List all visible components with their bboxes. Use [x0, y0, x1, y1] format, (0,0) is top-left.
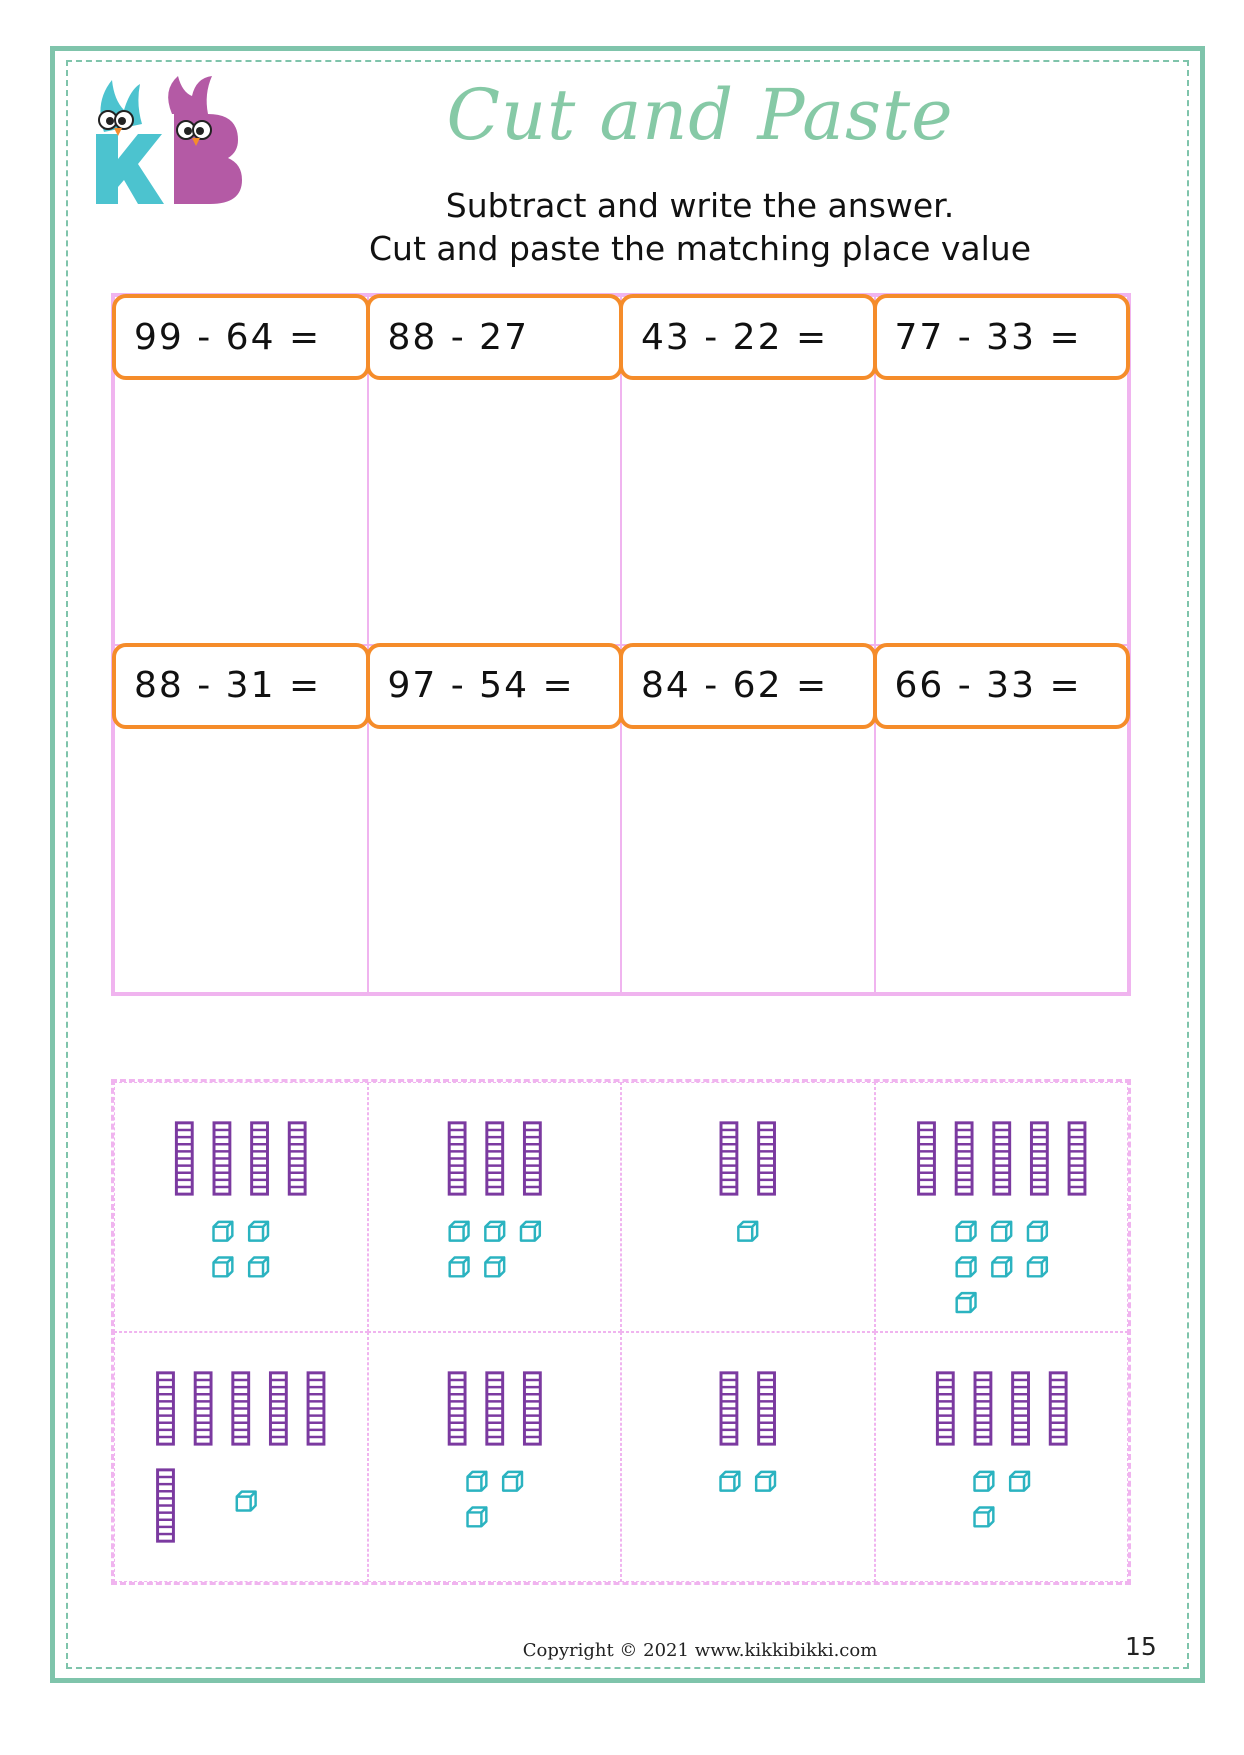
- one-cube-icon: [1027, 1257, 1046, 1276]
- ten-rod-icon: [956, 1123, 972, 1194]
- ten-rod-icon: [759, 1373, 775, 1444]
- answer-cell[interactable]: [621, 645, 875, 994]
- problem-label: 99 - 64 =: [112, 294, 370, 380]
- ten-rod-icon: [937, 1373, 953, 1444]
- ten-rod-icon: [721, 1123, 737, 1194]
- cutout-grid: [111, 1079, 1131, 1585]
- ten-rod-icon: [993, 1123, 1009, 1194]
- answer-cell[interactable]: [368, 296, 622, 645]
- one-cube-icon: [503, 1472, 522, 1491]
- one-cube-icon: [956, 1222, 975, 1241]
- ten-rod-icon: [158, 1373, 174, 1444]
- one-cube-icon: [467, 1472, 486, 1491]
- one-cube-icon: [485, 1222, 504, 1241]
- one-cube-icon: [449, 1257, 468, 1276]
- one-cube-icon: [992, 1257, 1011, 1276]
- one-cube-icon: [1010, 1472, 1029, 1491]
- place-value-blocks: [622, 1333, 874, 1581]
- cutout-card[interactable]: [621, 1082, 875, 1332]
- place-value-blocks: [115, 1083, 367, 1331]
- answer-grid: [111, 293, 1131, 996]
- problem-label: 97 - 54 =: [366, 643, 624, 729]
- ten-rod-icon: [158, 1470, 174, 1541]
- ten-rod-icon: [270, 1373, 286, 1444]
- ten-rod-icon: [1031, 1123, 1047, 1194]
- ten-rod-icon: [975, 1373, 991, 1444]
- ten-rod-icon: [449, 1123, 465, 1194]
- ten-rod-icon: [233, 1373, 249, 1444]
- problem-label: 88 - 27: [366, 294, 624, 380]
- one-cube-icon: [214, 1222, 233, 1241]
- one-cube-icon: [974, 1472, 993, 1491]
- page-number: 15: [1125, 1632, 1157, 1661]
- one-cube-icon: [992, 1222, 1011, 1241]
- ten-rod-icon: [1012, 1373, 1028, 1444]
- one-cube-icon: [249, 1257, 268, 1276]
- ten-rod-icon: [252, 1123, 268, 1194]
- instruction-line-2: Cut and paste the matching place value: [369, 229, 1031, 268]
- ten-rod-icon: [721, 1373, 737, 1444]
- ten-rod-icon: [524, 1123, 540, 1194]
- ten-rod-icon: [1050, 1373, 1066, 1444]
- answer-cell[interactable]: [621, 296, 875, 645]
- ten-rod-icon: [486, 1123, 502, 1194]
- ten-rod-icon: [176, 1123, 192, 1194]
- one-cube-icon: [738, 1222, 757, 1241]
- ten-rod-icon: [449, 1373, 465, 1444]
- cutout-card[interactable]: [114, 1332, 368, 1582]
- one-cube-icon: [449, 1222, 468, 1241]
- answer-cell[interactable]: [114, 296, 368, 645]
- cutout-card[interactable]: [875, 1332, 1129, 1582]
- place-value-blocks: [876, 1083, 1128, 1331]
- problem-label: 77 - 33 =: [873, 294, 1131, 380]
- one-cube-icon: [237, 1492, 256, 1511]
- ten-rod-icon: [214, 1123, 230, 1194]
- ten-rod-icon: [1069, 1123, 1085, 1194]
- place-value-blocks: [622, 1083, 874, 1331]
- one-cube-icon: [721, 1472, 740, 1491]
- one-cube-icon: [485, 1257, 504, 1276]
- answer-cell[interactable]: [114, 645, 368, 994]
- place-value-blocks: [369, 1333, 621, 1581]
- instruction-line-1: Subtract and write the answer.: [445, 186, 955, 225]
- one-cube-icon: [974, 1507, 993, 1526]
- kb-birds-logo-icon: [86, 74, 246, 214]
- one-cube-icon: [214, 1257, 233, 1276]
- cutout-card[interactable]: [368, 1332, 622, 1582]
- problem-label: 43 - 22 =: [619, 294, 877, 380]
- ten-rod-icon: [486, 1373, 502, 1444]
- problem-label: 84 - 62 =: [619, 643, 877, 729]
- ten-rod-icon: [759, 1123, 775, 1194]
- ten-rod-icon: [195, 1373, 211, 1444]
- one-cube-icon: [467, 1507, 486, 1526]
- one-cube-icon: [956, 1257, 975, 1276]
- instructions: [300, 184, 1100, 270]
- ten-rod-icon: [918, 1123, 934, 1194]
- problem-label: 66 - 33 =: [873, 643, 1131, 729]
- page-title: Cut and Paste: [446, 74, 954, 156]
- cutout-card[interactable]: [621, 1332, 875, 1582]
- place-value-blocks: [115, 1333, 367, 1581]
- ten-rod-icon: [289, 1123, 305, 1194]
- problem-label: 88 - 31 =: [112, 643, 370, 729]
- one-cube-icon: [520, 1222, 539, 1241]
- answer-cell[interactable]: [875, 645, 1129, 994]
- answer-cell[interactable]: [368, 645, 622, 994]
- one-cube-icon: [249, 1222, 268, 1241]
- answer-cell[interactable]: [875, 296, 1129, 645]
- place-value-blocks: [876, 1333, 1128, 1581]
- cutout-card[interactable]: [368, 1082, 622, 1332]
- cutout-card[interactable]: [114, 1082, 368, 1332]
- place-value-blocks: [369, 1083, 621, 1331]
- ten-rod-icon: [524, 1373, 540, 1444]
- one-cube-icon: [756, 1472, 775, 1491]
- one-cube-icon: [1027, 1222, 1046, 1241]
- ten-rod-icon: [308, 1373, 324, 1444]
- copyright-text: Copyright © 2021 www.kikkibikki.com: [522, 1640, 878, 1661]
- cutout-card[interactable]: [875, 1082, 1129, 1332]
- one-cube-icon: [956, 1293, 975, 1312]
